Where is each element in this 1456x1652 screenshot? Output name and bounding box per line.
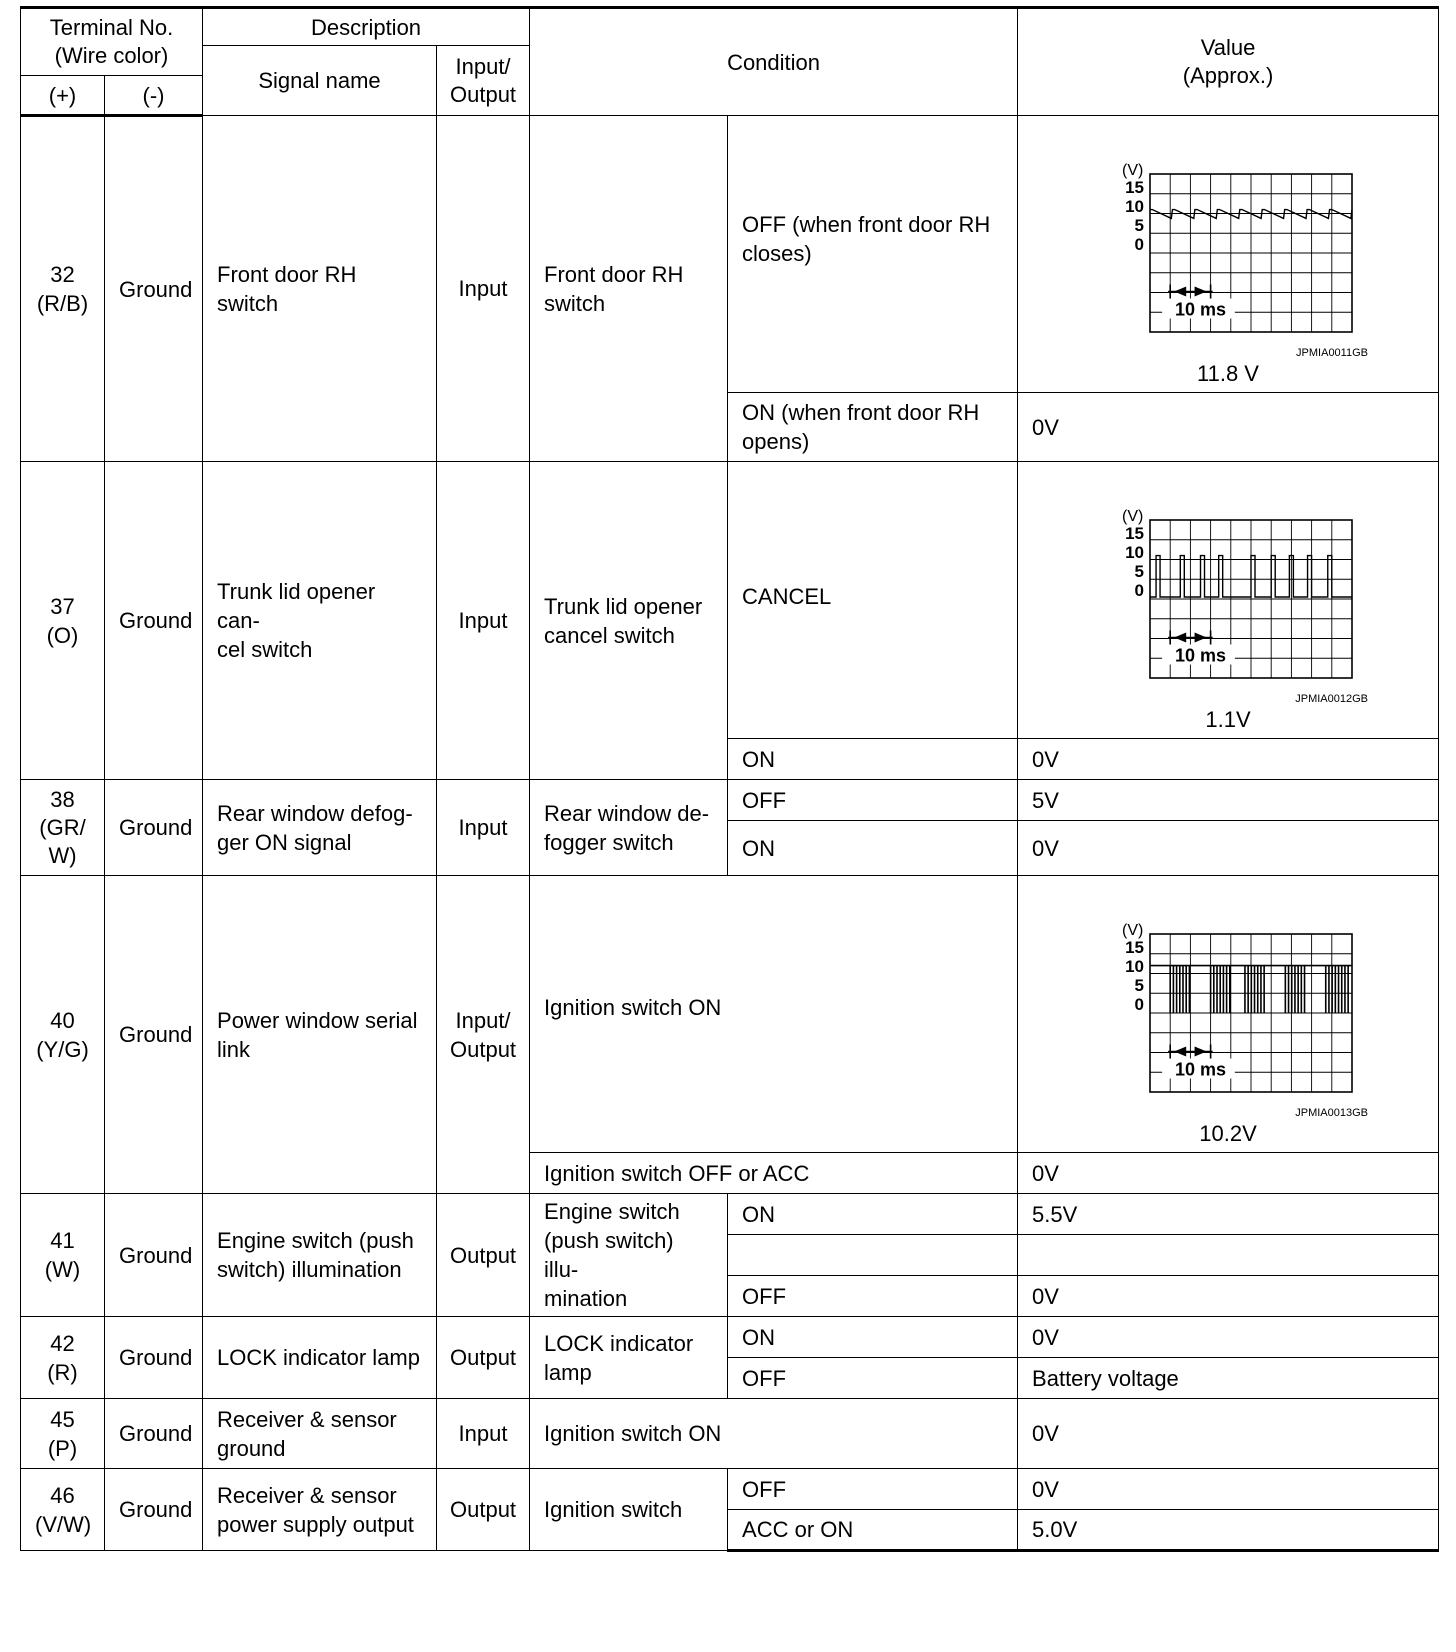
header-value	[1018, 8, 1439, 116]
condition-line: (push switch) illu-	[544, 1228, 674, 1282]
table-row	[21, 1317, 1439, 1358]
condition-cell: Ignition switch ON	[530, 876, 1018, 1153]
terminal-no: 42	[50, 1330, 75, 1356]
sub-condition-cell-empty	[728, 1235, 1018, 1276]
wire-color: (R)	[47, 1359, 78, 1385]
terminal-no: 40	[50, 1007, 75, 1033]
sub-condition-cell: CANCEL	[728, 462, 1018, 739]
signal-line: Rear window defog-	[217, 800, 413, 826]
io-cell: Input	[437, 116, 530, 462]
value-cell: 0V	[1018, 1317, 1439, 1358]
sub-condition-line: opens)	[742, 429, 810, 454]
header-input-label: Input/	[455, 53, 511, 79]
value-cell: 0V	[1018, 1153, 1439, 1194]
tick-label: 5	[1134, 976, 1145, 995]
waveform-cell	[1018, 116, 1439, 393]
sub-condition-cell: ON	[728, 1194, 1018, 1235]
header-minus: (-)	[105, 76, 203, 116]
io-cell: Output	[437, 1194, 530, 1317]
table-row	[21, 462, 1439, 739]
value-cell: 0V	[1018, 739, 1439, 780]
waveform-value: 1.1V	[1205, 707, 1251, 728]
value-cell: 5.5V	[1018, 1194, 1439, 1235]
tick-label: 5	[1134, 562, 1145, 581]
signal-line: switch) illumination	[217, 1257, 402, 1282]
condition-cell	[530, 116, 728, 462]
table-row	[21, 876, 1439, 1153]
signal-line: Receiver & sensor	[217, 1482, 397, 1508]
wire-color: (O)	[46, 622, 79, 648]
signal-name	[203, 876, 437, 1194]
waveform-chart	[1078, 886, 1378, 1142]
signal-line: Trunk lid opener can-	[217, 579, 376, 633]
sub-condition-line: ON (when front door RH	[742, 400, 980, 425]
header-value-label: Value	[1200, 35, 1256, 60]
tick-label: 15	[1125, 938, 1145, 957]
sub-condition-line: closes)	[742, 241, 812, 266]
terminal-no: 38	[50, 786, 75, 812]
signal-name	[203, 462, 437, 780]
v-axis-label: (V)	[1122, 162, 1144, 179]
value-cell: 0V	[1018, 1276, 1439, 1317]
time-scale-label: 10 ms	[1175, 299, 1227, 320]
condition-line: mination	[544, 1286, 628, 1311]
ground-cell: Ground	[105, 780, 203, 876]
io-cell	[437, 876, 530, 1194]
ground-cell: Ground	[105, 1399, 203, 1469]
sub-condition-cell: ON	[728, 821, 1018, 876]
wire-color: (P)	[47, 1435, 78, 1461]
signal-line: Engine switch (push	[217, 1228, 414, 1253]
signal-line: power supply output	[217, 1511, 414, 1537]
value-cell-empty	[1018, 1235, 1439, 1276]
value-cell: 0V	[1018, 821, 1439, 876]
time-scale-label: 10 ms	[1175, 1059, 1227, 1080]
condition-line: switch	[544, 290, 606, 316]
terminal-number	[21, 1399, 105, 1469]
tick-label: 0	[1134, 235, 1145, 254]
header-output-label: Output	[450, 81, 517, 107]
io-line: Input/	[455, 1007, 511, 1033]
header-condition: Condition	[530, 8, 1018, 116]
figure-code: JPMIA0011GB	[1296, 347, 1369, 359]
condition-line: Rear window de-	[544, 800, 710, 826]
terminal-spec-document	[20, 6, 1438, 1552]
terminal-number	[21, 876, 105, 1194]
condition-line: Front door RH	[544, 261, 684, 287]
condition-cell	[530, 1194, 728, 1317]
terminal-no: 46	[50, 1482, 75, 1508]
sub-condition-cell: ACC or ON	[728, 1510, 1018, 1551]
waveform-cell	[1018, 462, 1439, 739]
waveform-cell	[1018, 876, 1439, 1153]
ground-cell: Ground	[105, 462, 203, 780]
io-cell: Output	[437, 1469, 530, 1551]
ground-cell: Ground	[105, 1469, 203, 1551]
header-plus: (+)	[21, 76, 105, 116]
tick-label: 10	[1125, 543, 1145, 562]
wire-color: (GR/	[39, 814, 86, 840]
sub-condition-cell: OFF	[728, 1276, 1018, 1317]
wire-color: (R/B)	[36, 291, 89, 316]
waveform-value: 10.2V	[1199, 1121, 1257, 1142]
tick-label: 10	[1125, 957, 1145, 976]
sub-condition-cell	[728, 393, 1018, 462]
tick-label: 5	[1134, 216, 1145, 235]
ground-cell: Ground	[105, 1317, 203, 1399]
v-axis-label: (V)	[1122, 922, 1144, 939]
signal-name	[203, 1194, 437, 1317]
sub-condition-cell	[728, 116, 1018, 393]
header-input-output	[437, 46, 530, 116]
signal-line: link	[217, 1036, 251, 1062]
condition-line: Trunk lid opener	[544, 593, 703, 619]
io-cell: Input	[437, 1399, 530, 1469]
signal-line: ger ON signal	[217, 829, 352, 855]
value-cell: 5.0V	[1018, 1510, 1439, 1551]
terminal-no: 41	[50, 1228, 75, 1253]
condition-line: fogger switch	[544, 829, 674, 855]
header-wire-color: (Wire color)	[54, 43, 169, 68]
terminal-no: 45	[50, 1406, 75, 1432]
waveform-chart	[1078, 126, 1378, 382]
terminal-no: 37	[50, 593, 75, 619]
value-cell: 0V	[1018, 1469, 1439, 1510]
signal-line: Receiver & sensor	[217, 1406, 397, 1432]
signal-line: ground	[217, 1435, 286, 1461]
header-terminal	[21, 8, 203, 76]
value-cell: 0V	[1018, 1399, 1439, 1469]
terminal-number	[21, 116, 105, 462]
header-approx-label: (Approx.)	[1182, 63, 1274, 88]
tick-label: 10	[1125, 197, 1145, 216]
io-cell: Input	[437, 780, 530, 876]
condition-line: LOCK indicator	[544, 1330, 694, 1356]
tick-label: 0	[1134, 995, 1145, 1014]
condition-cell	[530, 462, 728, 780]
signal-name	[203, 780, 437, 876]
io-cell: Output	[437, 1317, 530, 1399]
table-row	[21, 116, 1439, 393]
table-row	[21, 1399, 1439, 1469]
figure-code: JPMIA0012GB	[1295, 693, 1369, 705]
signal-name	[203, 1469, 437, 1551]
sub-condition-line: OFF (when front door RH	[742, 212, 991, 237]
signal-name: Front door RH switch	[203, 116, 437, 462]
sub-condition-cell: ON	[728, 1317, 1018, 1358]
signal-name	[203, 1399, 437, 1469]
table-row	[21, 1469, 1439, 1510]
wire-color: (W)	[44, 1257, 81, 1282]
header-description: Description	[203, 8, 530, 46]
condition-line: Engine switch	[544, 1199, 680, 1224]
tick-label: 0	[1134, 581, 1145, 600]
wire-color: (V/W)	[35, 1511, 92, 1537]
condition-cell: Ignition switch OFF or ACC	[530, 1153, 1018, 1194]
time-scale-label: 10 ms	[1175, 645, 1227, 666]
figure-code: JPMIA0013GB	[1295, 1107, 1369, 1119]
condition-cell: Ignition switch	[530, 1469, 728, 1551]
waveform-value: 11.8 V	[1197, 361, 1260, 382]
value-cell: 5V	[1018, 780, 1439, 821]
ground-cell: Ground	[105, 1194, 203, 1317]
terminal-number	[21, 1194, 105, 1317]
signal-name: LOCK indicator lamp	[203, 1317, 437, 1399]
terminal-number	[21, 1317, 105, 1399]
signal-line: cel switch	[217, 637, 313, 662]
header-signal-name: Signal name	[203, 46, 437, 116]
ground-cell: Ground	[105, 876, 203, 1194]
header-row-1	[21, 8, 1439, 46]
waveform-chart	[1078, 472, 1378, 728]
wire-color: (Y/G)	[36, 1036, 89, 1062]
sub-condition-cell: OFF	[728, 1358, 1018, 1399]
io-line: Output	[450, 1036, 517, 1062]
condition-cell	[530, 780, 728, 876]
condition-cell: Ignition switch ON	[530, 1399, 1018, 1469]
io-cell: Input	[437, 462, 530, 780]
sub-condition-cell: OFF	[728, 780, 1018, 821]
terminal-number	[21, 1469, 105, 1551]
value-cell: Battery voltage	[1018, 1358, 1439, 1399]
terminal-number	[21, 780, 105, 876]
header-terminal-no: Terminal No.	[49, 15, 174, 40]
ground-cell: Ground	[105, 116, 203, 462]
condition-line: lamp	[544, 1359, 592, 1385]
condition-line: cancel switch	[544, 622, 675, 648]
table-row	[21, 780, 1439, 821]
signal-line: Power window serial	[217, 1007, 418, 1033]
sub-condition-cell: ON	[728, 739, 1018, 780]
value-cell: 0V	[1018, 393, 1439, 462]
condition-cell	[530, 1317, 728, 1399]
terminal-no: 32	[50, 262, 75, 287]
table-row	[21, 1194, 1439, 1235]
terminal-number	[21, 462, 105, 780]
sub-condition-cell: OFF	[728, 1469, 1018, 1510]
terminal-table	[20, 6, 1439, 1552]
v-axis-label: (V)	[1122, 508, 1144, 525]
tick-label: 15	[1125, 524, 1145, 543]
tick-label: 15	[1125, 178, 1145, 197]
wire-color: W)	[48, 842, 77, 868]
